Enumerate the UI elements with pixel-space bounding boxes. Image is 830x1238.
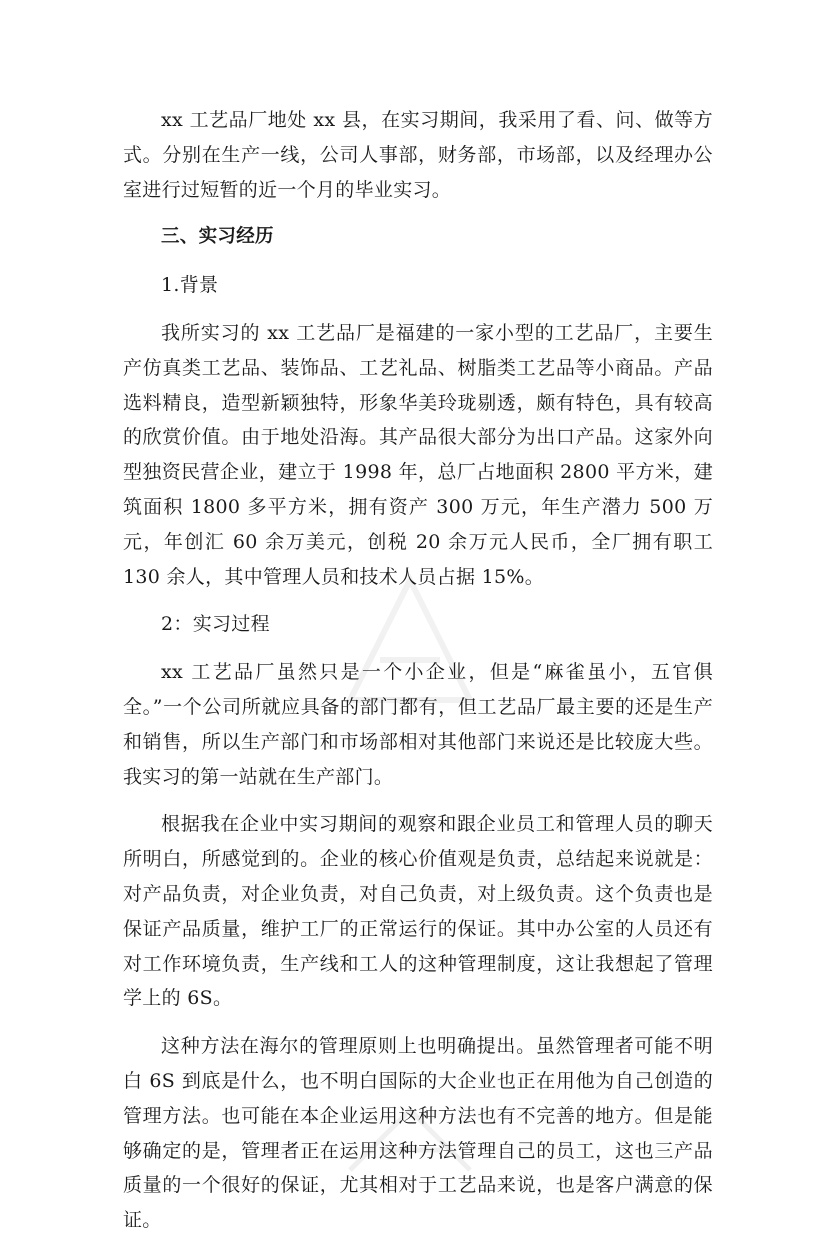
subsection-process-title: 2：实习过程 [161, 613, 270, 636]
intro-paragraph: xx 工艺品厂地处 xx 县，在实习期间，我采用了看、问、做等方式。分别在生产一线，公司人事部，财务部，市场部，以及经理办公室进行过短暂的近一个月的毕业实习。 [123, 109, 713, 201]
section-heading: 三、实习经历 [161, 226, 274, 248]
background-paragraph: 我所实习的 xx 工艺品厂是福建的一家小型的工艺品厂，主要生产仿真类工艺品、装饰品、工艺礼品、树脂类工艺品等小商品。产品选料精良，造型新颖独特，形象华美玲珑剔透，颇有特色，具有较高的欣赏价值。由于地处沿海。其产品很大部分为出口产品。这家外向型独资民营企业，建立于 1998 年，总厂占地面积 2800 平方米，建筑面积 1800 多平方米，拥有资产 300 万元，年生产潜力 500 万元，年创汇 60 余万美元，创税 20 余万元人民币，全厂拥有职工 130 余人，其中管理人员和技术人员占据 15%。 [123, 321, 713, 588]
process-paragraph: xx 工艺品厂虽然只是一个小企业，但是“麻雀虽小，五官俱全。”一个公司所就应具备的部门都有，但工艺品厂最主要的还是生产和销售，所以生产部门和市场部相对其他部门来说还是比较庞大些。我实习的第一站就在生产部门。 [123, 661, 713, 788]
document-body [123, 103, 713, 1238]
method-paragraph: 这种方法在海尔的管理原则上也明确提出。虽然管理者可能不明白 6S 到底是什么，也不明白国际的大企业也正在用他为自己创造的管理方法。也可能在本企业运用这种方法也有不完善的地方。但是能够确定的是，管理者正在运用这种方法管理自己的员工，这也三产品质量的一个很好的保证，尤其相对于工艺品来说，也是客户满意的保证。 [123, 1035, 713, 1232]
observation-paragraph: 根据我在企业中实习期间的观察和跟企业员工和管理人员的聊天所明白，所感觉到的。企业的核心价值观是负责，总结起来说就是：对产品负责，对企业负责，对自己负责，对上级负责。这个负责也是保证产品质量，维护工厂的正常运行的保证。其中办公室的人员还有对工作环境负责，生产线和工人的这种管理制度，这让我想起了管理学上的 6S。 [123, 813, 713, 1010]
subsection-background-title: 1.背景 [161, 274, 219, 297]
